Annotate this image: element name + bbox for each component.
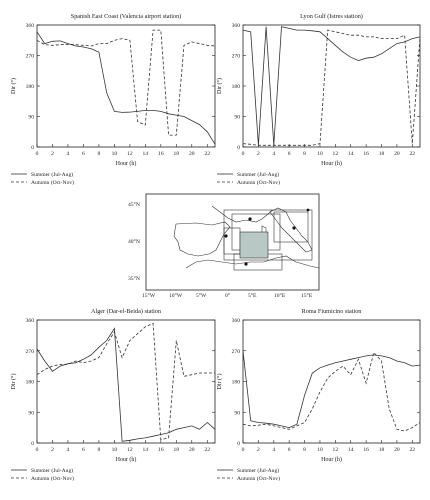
x-tick-label: 12 xyxy=(127,151,133,157)
x-tick-label: 2 xyxy=(256,151,260,157)
x-tick-label: 18 xyxy=(378,151,385,157)
lon-label-5w: 5°W xyxy=(196,293,207,299)
legend-label-summer: Summer (Jul-Aug) xyxy=(31,468,74,474)
y-tick-label: 360 xyxy=(25,23,34,29)
x-tick-label: 4 xyxy=(66,447,70,453)
plot-frame xyxy=(37,320,215,443)
x-tick-label: 8 xyxy=(303,151,306,157)
y-tick-label: 90 xyxy=(28,410,34,417)
lat-label-45: 45°N xyxy=(128,202,140,208)
y-tick-label: 180 xyxy=(25,84,34,90)
chart-panel-3 xyxy=(216,308,420,482)
y-tick-label: 270 xyxy=(231,348,240,355)
chart-panel-1 xyxy=(216,13,420,186)
x-tick-label: 4 xyxy=(66,151,70,157)
lon-label-10e: 10°E xyxy=(274,293,286,299)
chart-title: Spanish East Coast (Valencia airport station) xyxy=(70,13,182,20)
y-tick-label: 360 xyxy=(25,318,34,324)
station-istres xyxy=(248,217,251,220)
x-tick-label: 22 xyxy=(204,151,211,157)
y-axis-label: Dir (°) xyxy=(217,373,223,390)
x-tick-label: 14 xyxy=(142,447,149,453)
station-roma xyxy=(292,226,295,229)
legend-label-autumn: Autumn (Oct-Nov) xyxy=(237,180,281,186)
lon-label-15w: 15°W xyxy=(142,293,156,299)
x-tick-label: 10 xyxy=(111,151,118,157)
chart-title: Alger (Dar-el-Beida) station xyxy=(91,308,161,315)
x-tick-label: 18 xyxy=(173,447,180,453)
x-tick-label: 20 xyxy=(394,151,400,157)
x-tick-label: 10 xyxy=(317,447,323,453)
series-line-summer xyxy=(37,32,215,145)
x-tick-label: 22 xyxy=(409,447,416,453)
chart-title: Roma Fiumicino station xyxy=(301,308,362,315)
chart-panel-0 xyxy=(10,13,215,186)
x-tick-label: 0 xyxy=(241,151,245,157)
x-tick-label: 4 xyxy=(272,447,276,453)
x-tick-label: 8 xyxy=(97,447,101,453)
x-axis-label: Hour (h) xyxy=(115,161,137,167)
series-line-summer xyxy=(243,351,420,428)
lon-label-10w: 10°W xyxy=(169,293,183,299)
x-tick-label: 18 xyxy=(378,447,385,453)
y-axis-label: Dir (°) xyxy=(217,78,223,94)
x-tick-label: 12 xyxy=(332,151,339,157)
y-tick-label: 0 xyxy=(31,441,34,447)
x-tick-label: 12 xyxy=(127,447,133,453)
y-tick-label: 360 xyxy=(231,23,240,29)
series-line-autumn xyxy=(37,323,215,439)
chart-title: Lyon Gulf (Istres station) xyxy=(300,13,363,20)
y-tick-label: 270 xyxy=(231,53,240,60)
x-tick-label: 8 xyxy=(303,447,306,453)
x-tick-label: 0 xyxy=(241,447,245,453)
station-alger xyxy=(244,262,247,265)
x-tick-label: 2 xyxy=(51,447,54,453)
legend-label-summer: Summer (Jul-Aug) xyxy=(31,172,74,178)
x-tick-label: 0 xyxy=(35,151,39,157)
station-valencia xyxy=(224,234,227,237)
y-tick-label: 90 xyxy=(28,114,34,121)
series-line-summer xyxy=(243,27,420,146)
lon-label-5e: 5°E xyxy=(248,293,257,299)
x-tick-label: 22 xyxy=(409,151,416,157)
y-tick-label: 270 xyxy=(25,348,34,355)
x-tick-label: 4 xyxy=(272,151,276,157)
x-tick-label: 6 xyxy=(82,151,85,157)
y-tick-label: 270 xyxy=(25,53,34,60)
legend-label-autumn: Autumn (Oct-Nov) xyxy=(31,476,75,482)
x-tick-label: 14 xyxy=(347,151,354,157)
x-tick-label: 16 xyxy=(158,151,164,157)
x-tick-label: 20 xyxy=(394,447,400,453)
x-tick-label: 6 xyxy=(287,447,291,453)
plot-frame xyxy=(243,320,420,443)
station-north xyxy=(307,209,310,212)
x-tick-label: 6 xyxy=(82,447,85,453)
y-tick-label: 180 xyxy=(25,379,34,386)
x-tick-label: 2 xyxy=(51,151,54,157)
x-axis-label: Hour (h) xyxy=(115,457,137,463)
x-tick-label: 18 xyxy=(173,151,180,157)
y-axis-label: Dir (°) xyxy=(11,78,17,94)
x-tick-label: 2 xyxy=(256,447,260,453)
y-tick-label: 90 xyxy=(234,410,240,417)
lon-label-0: 0° xyxy=(225,293,231,299)
y-tick-label: 90 xyxy=(234,114,240,121)
x-tick-label: 14 xyxy=(142,151,149,157)
x-tick-label: 16 xyxy=(363,151,369,157)
x-tick-label: 16 xyxy=(158,447,164,453)
x-tick-label: 10 xyxy=(111,447,118,453)
x-tick-label: 14 xyxy=(347,447,354,453)
chart-panel-2 xyxy=(10,308,215,482)
lat-label-35: 35°N xyxy=(128,276,140,282)
x-tick-label: 6 xyxy=(287,151,291,157)
x-tick-label: 16 xyxy=(363,447,369,453)
legend-label-autumn: Autumn (Oct-Nov) xyxy=(237,476,281,482)
map-panel xyxy=(128,194,319,299)
y-tick-label: 0 xyxy=(237,145,240,151)
lat-label-40: 40°N xyxy=(128,239,140,245)
legend-label-autumn: Autumn (Oct-Nov) xyxy=(31,180,75,186)
x-tick-label: 8 xyxy=(97,151,101,157)
x-axis-label: Hour (h) xyxy=(321,457,342,463)
y-axis-label: Dir (°) xyxy=(11,373,17,390)
lon-label-15e: 15°E xyxy=(301,293,313,299)
series-line-autumn xyxy=(243,30,420,145)
y-tick-label: 360 xyxy=(231,318,240,324)
series-line-autumn xyxy=(37,30,215,135)
x-tick-label: 20 xyxy=(188,447,195,453)
x-tick-label: 10 xyxy=(317,151,323,157)
x-axis-label: Hour (h) xyxy=(321,161,342,167)
x-tick-label: 0 xyxy=(35,447,39,453)
y-tick-label: 0 xyxy=(31,145,34,151)
x-tick-label: 12 xyxy=(332,447,339,453)
legend-label-summer: Summer (Jul-Aug) xyxy=(237,172,280,178)
y-tick-label: 180 xyxy=(231,379,240,386)
x-tick-label: 22 xyxy=(204,447,211,453)
y-tick-label: 0 xyxy=(237,441,240,447)
legend-label-summer: Summer (Jul-Aug) xyxy=(237,468,280,474)
x-tick-label: 20 xyxy=(188,151,195,157)
series-line-summer xyxy=(37,329,215,442)
shaded-domain xyxy=(240,232,268,258)
y-tick-label: 180 xyxy=(231,84,240,90)
